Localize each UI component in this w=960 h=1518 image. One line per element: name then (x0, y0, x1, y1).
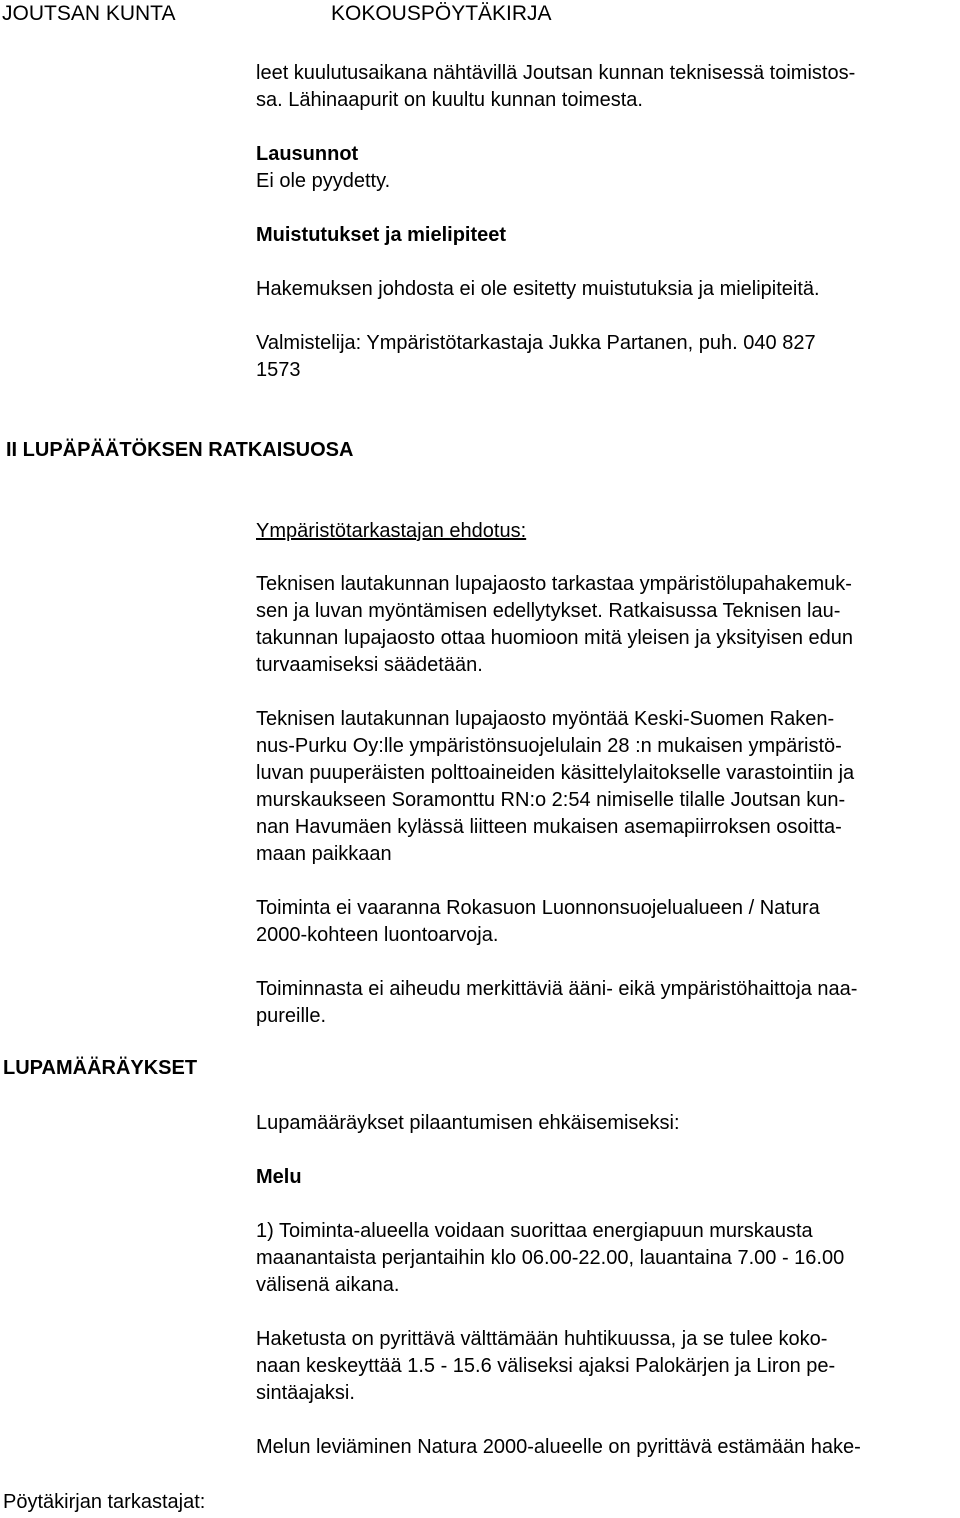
text-line: Teknisen lautakunnan lupajaosto myöntää Keski-Suomen Raken- (256, 708, 835, 730)
decision-paragraph-4 (256, 976, 857, 1030)
proposal-heading: Ympäristötarkastajan ehdotus: (256, 520, 527, 542)
regulations-side-heading: LUPAMÄÄRÄYKSET (3, 1057, 198, 1079)
decision-paragraph-3 (256, 895, 820, 949)
text-line: Valmistelija: Ympäristötarkastaja Jukka Partanen, puh. 040 827 (256, 332, 816, 354)
footer-reviewers: Pöytäkirjan tarkastajat: (3, 1491, 206, 1513)
municipality-name: JOUTSAN KUNTA (2, 2, 176, 25)
text-line: sen ja luvan myöntämisen edellytykset. Ratkaisussa Teknisen lau- (256, 600, 841, 622)
preparer-info (256, 330, 816, 384)
section-title: II LUPÄPÄÄTÖKSEN RATKAISUOSA (6, 439, 354, 461)
decision-paragraph-1 (256, 571, 853, 679)
text-line: Haketusta on pyrittävä välttämään huhtikuussa, ja se tulee koko- (256, 1328, 828, 1350)
objections-heading: Muistutukset ja mielipiteet (256, 224, 507, 246)
noise-paragraph-3: Melun leviäminen Natura 2000-alueelle on pyrittävä estämään hake- (256, 1436, 861, 1458)
text-line: nus-Purku Oy:lle ympäristönsuojelulain 28 :n mukaisen ympäristö- (256, 735, 842, 757)
decision-paragraph-2 (256, 706, 854, 868)
noise-paragraph-2 (256, 1326, 835, 1407)
text-line: 1573 (256, 359, 301, 381)
text-line: luvan puuperäisten polttoaineiden käsittelylaitokselle varastointiin ja (256, 762, 855, 784)
intro-paragraph (256, 60, 855, 114)
regulations-intro: Lupamääräykset pilaantumisen ehkäisemiseksi: (256, 1112, 680, 1134)
text-line: Toiminta ei vaaranna Rokasuon Luonnonsuojelualueen / Natura (256, 897, 820, 919)
text-line: murskaukseen Soramonttu RN:o 2:54 nimiselle tilalle Joutsan kun- (256, 789, 846, 811)
text-line: takunnan lupajaosto ottaa huomioon mitä yleisen ja yksityisen edun (256, 627, 854, 649)
text-line: leet kuulutusaikana nähtävillä Joutsan kunnan teknisessä toimistos- (256, 62, 856, 84)
objections-text: Hakemuksen johdosta ei ole esitetty muistutuksia ja mielipiteitä. (256, 278, 820, 300)
text-line: turvaamiseksi säädetään. (256, 654, 483, 676)
text-line: sintäajaksi. (256, 1382, 355, 1404)
statements-heading: Lausunnot (256, 143, 359, 165)
text-line: sa. Lähinaapurit on kuultu kunnan toimesta. (256, 89, 643, 111)
text-line: naan keskeyttää 1.5 - 15.6 väliseksi ajaksi Palokärjen ja Liron pe- (256, 1355, 836, 1377)
text-line: välisenä aikana. (256, 1274, 400, 1296)
noise-paragraph-1 (256, 1218, 844, 1299)
text-line: nan Havumäen kylässä liitteen mukaisen asemapiirroksen osoitta- (256, 816, 842, 838)
text-line: pureille. (256, 1005, 327, 1027)
noise-heading: Melu (256, 1166, 302, 1188)
document-type: KOKOUSPÖYTÄKIRJA (331, 2, 552, 25)
text-line: Teknisen lautakunnan lupajaosto tarkastaa ympäristölupahakemuk- (256, 573, 852, 595)
text-line: 2000-kohteen luontoarvoja. (256, 924, 499, 946)
statements-text: Ei ole pyydetty. (256, 170, 391, 192)
text-line: maan paikkaan (256, 843, 392, 865)
text-line: Toiminnasta ei aiheudu merkittäviä ääni- eikä ympäristöhaittoja naa- (256, 978, 858, 1000)
text-line: maanantaista perjantaihin klo 06.00-22.00, lauantaina 7.00 - 16.00 (256, 1247, 845, 1269)
text-line: 1) Toiminta-alueella voidaan suorittaa energiapuun murskausta (256, 1220, 813, 1242)
statements-section (256, 141, 390, 195)
